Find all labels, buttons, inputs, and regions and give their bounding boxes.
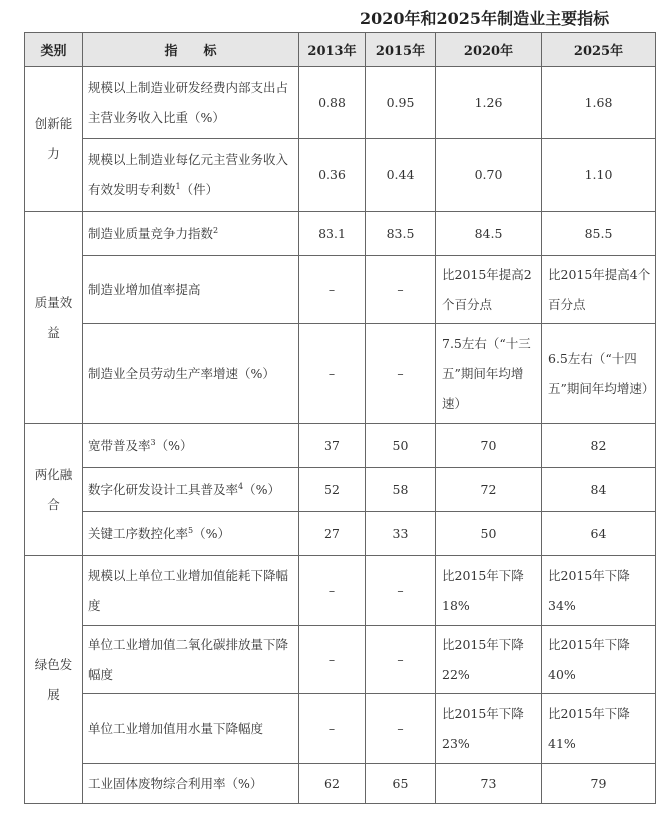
value-2020: 1.26	[436, 67, 542, 139]
indicator-cell: 单位工业增加值二氧化碳排放量下降幅度	[83, 626, 299, 694]
value-2025: 比2015年提高4个百分点	[542, 256, 656, 324]
value-2020: 0.70	[436, 139, 542, 212]
value-2015: 33	[366, 512, 436, 556]
value-2020: 73	[436, 764, 542, 804]
value-2015: 58	[366, 468, 436, 512]
value-2013: –	[299, 256, 366, 324]
value-2015: –	[366, 324, 436, 424]
value-2015: 83.5	[366, 212, 436, 256]
value-2013: –	[299, 556, 366, 626]
value-2013: 27	[299, 512, 366, 556]
table-row	[25, 694, 656, 764]
indicator-cell: 工业固体废物综合利用率（%）	[83, 764, 299, 804]
table-row	[25, 512, 656, 556]
value-2025: 1.10	[542, 139, 656, 212]
value-2025: 1.68	[542, 67, 656, 139]
value-2025: 6.5左右（“十四五”期间年均增速）	[542, 324, 656, 424]
indicators-table	[24, 32, 656, 804]
indicator-cell: 规模以上制造业每亿元主营业务收入有效发明专利数$^1$（件）	[83, 139, 299, 212]
table-row	[25, 212, 656, 256]
value-2013: 83.1	[299, 212, 366, 256]
value-2025: 84	[542, 468, 656, 512]
value-2015: –	[366, 256, 436, 324]
value-2025: 82	[542, 424, 656, 468]
value-2013: –	[299, 626, 366, 694]
value-2013: –	[299, 694, 366, 764]
value-2013: 62	[299, 764, 366, 804]
value-2025: 比2015年下降40%	[542, 626, 656, 694]
value-2015: –	[366, 556, 436, 626]
table-row	[25, 324, 656, 424]
table-row	[25, 764, 656, 804]
category-label: 质量效益	[34, 294, 73, 340]
indicator-cell: 制造业全员劳动生产率增速（%）	[83, 324, 299, 424]
table-row	[25, 139, 656, 212]
value-2015: 0.95	[366, 67, 436, 139]
value-2020: 比2015年下降22%	[436, 626, 542, 694]
table-row	[25, 256, 656, 324]
value-2025: 比2015年下降41%	[542, 694, 656, 764]
value-2013: –	[299, 324, 366, 424]
table-row	[25, 468, 656, 512]
value-2025: 比2015年下降34%	[542, 556, 656, 626]
header-row	[25, 33, 656, 67]
category-cell	[25, 67, 83, 212]
table-row	[25, 67, 656, 139]
value-2025: 85.5	[542, 212, 656, 256]
value-2013: 0.36	[299, 139, 366, 212]
header-2013: 2013年	[299, 33, 366, 67]
indicator-cell: 制造业增加值率提高	[83, 256, 299, 324]
value-2015: 50	[366, 424, 436, 468]
category-cell	[25, 556, 83, 804]
value-2025: 79	[542, 764, 656, 804]
category-cell	[25, 424, 83, 556]
indicator-cell: 单位工业增加值用水量下降幅度	[83, 694, 299, 764]
value-2020: 比2015年下降18%	[436, 556, 542, 626]
indicator-cell: 规模以上单位工业增加值能耗下降幅度	[83, 556, 299, 626]
category-label: 两化融合	[34, 466, 73, 512]
indicator-cell: 数字化研发设计工具普及率$^4$（%）	[83, 468, 299, 512]
value-2013: 0.88	[299, 67, 366, 139]
value-2020: 比2015年提高2个百分点	[436, 256, 542, 324]
value-2013: 37	[299, 424, 366, 468]
value-2015: 65	[366, 764, 436, 804]
table-row	[25, 626, 656, 694]
table-row	[25, 556, 656, 626]
value-2025: 64	[542, 512, 656, 556]
header-2015: 2015年	[366, 33, 436, 67]
page-title: 2020年和2025年制造业主要指标	[360, 9, 610, 28]
header-2025: 2025年	[542, 33, 656, 67]
value-2020: 70	[436, 424, 542, 468]
category-label: 绿色发展	[34, 656, 73, 702]
value-2020: 比2015年下降23%	[436, 694, 542, 764]
value-2015: 0.44	[366, 139, 436, 212]
indicator-cell: 关键工序数控化率$^5$（%）	[83, 512, 299, 556]
header-indicator: 指 标	[83, 33, 299, 67]
value-2013: 52	[299, 468, 366, 512]
value-2020: 84.5	[436, 212, 542, 256]
indicator-cell: 宽带普及率$^3$（%）	[83, 424, 299, 468]
category-label: 创新能力	[34, 116, 73, 161]
value-2015: –	[366, 626, 436, 694]
indicator-cell: 制造业质量竞争力指数$^2$	[83, 212, 299, 256]
indicator-cell: 规模以上制造业研发经费内部支出占主营业务收入比重（%）	[83, 67, 299, 139]
value-2020: 72	[436, 468, 542, 512]
value-2020: 50	[436, 512, 542, 556]
header-category: 类别	[25, 33, 83, 67]
header-2020: 2020年	[436, 33, 542, 67]
value-2020: 7.5左右（“十三五”期间年均增速）	[436, 324, 542, 424]
category-cell	[25, 212, 83, 424]
value-2015: –	[366, 694, 436, 764]
table-row	[25, 424, 656, 468]
